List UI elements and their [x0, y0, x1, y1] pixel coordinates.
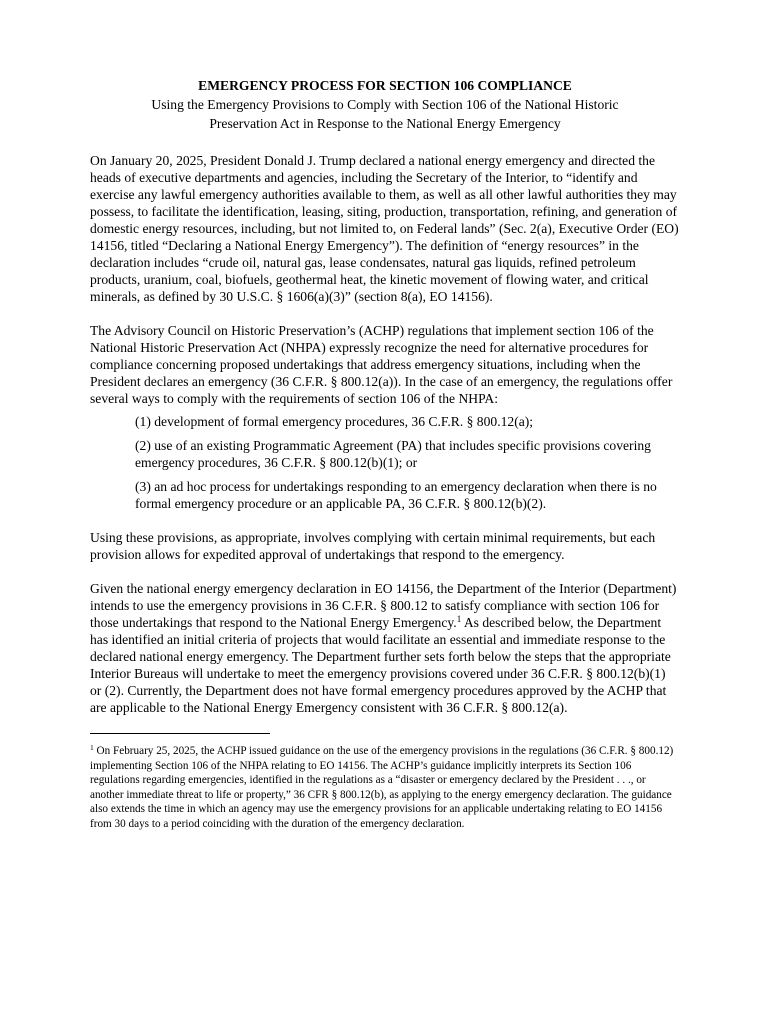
footnote-marker: 1 — [90, 743, 94, 752]
list-item-programmatic-agreement: (2) use of an existing Programmatic Agreement (PA) that includes specific provisions covering emergency procedures, 36 C.F.R. § 800.12(b)(1); or — [135, 438, 651, 470]
department-intent-paragraph — [90, 580, 680, 716]
department-intent-part-2: As described below, the Department has identified an initial criteria of projects that would facilitate an essential and immediate response to the declared national energy emergency. The Department further sets forth below the steps that the appropriate Interior Bureaus will undertake to meet the emergency provisions covered under 36 C.F.R. § 800.12(b)(1) or (2). Currently, the Department does not have formal emergency procedures approved by the ACHP that are applicable to the National Energy Emergency consistent with 36 C.F.R. § 800.12(a). — [90, 615, 671, 715]
list-item-formal-procedures: (1) development of formal emergency procedures, 36 C.F.R. § 800.12(a); — [135, 414, 534, 429]
subtitle-line-1: Using the Emergency Provisions to Comply with Section 106 of the National Historic — [151, 97, 619, 112]
intro-paragraph: On January 20, 2025, President Donald J. Trump declared a national energy emergency and directed the heads of executive departments and agencies, including the Secretary of the Interior, to “identify and exercise any lawful emergency authorities available to them, as well as all other lawful authorities they may possess, to facilitate the identification, leasing, siting, production, transportation, refining, and generation of domestic energy resources, including, but not limited to, on Federal lands” (Sec. 2(a), Executive Order (EO) 14156, titled “Declaring a National Energy Emergency”). The definition of “energy resources” in the declaration includes “crude oil, natural gas, lease condensates, natural gas liquids, refined petroleum products, uranium, coal, biofuels, geothermal heat, the kinetic movement of flowing water, and critical minerals, as defined by 30 U.S.C. § 1606(a)(3)” (section 8(a), EO 14156). — [90, 153, 679, 304]
footnote — [90, 744, 680, 832]
document-title: EMERGENCY PROCESS FOR SECTION 106 COMPLIANCE — [198, 78, 572, 93]
department-intent-part-1: Given the national energy emergency declaration in EO 14156, the Department of the Interior (Department) intends to use the emergency provisions in 36 C.F.R. § 800.12 to satisfy compliance with section 106 for those undertakings that respond to the National Energy Emergency. — [90, 581, 677, 630]
document-subtitle — [90, 95, 680, 133]
footnote-divider — [90, 733, 270, 734]
footnote-text: On February 25, 2025, the ACHP issued guidance on the use of the emergency provisions in the regulations (36 C.F.R. § 800.12) implementing Section 106 of the NHPA relating to EO 14156. The ACHP’s guidance implicitly interprets its Section 106 regulations regarding emergencies, identified in the regulations as a “disaster or emergency declared by the President . . ., or another immediate threat to life or property,” 36 CFR § 800.12(b), as applying to the energy emergency declaration. The guidance also extends the time in which an agency may use the emergency provisions for an applicable undertaking relating to EO 14156 from 30 days to a period coinciding with the duration of the emergency declaration. — [90, 745, 674, 830]
provisions-paragraph: Using these provisions, as appropriate, involves complying with certain minimal requirements, but each provision allows for expedited approval of undertakings that respond to the emergency. — [90, 530, 656, 562]
document-page — [90, 76, 680, 832]
list-item-ad-hoc-process: (3) an ad hoc process for undertakings responding to an emergency declaration when there is no formal emergency procedure or an applicable PA, 36 C.F.R. § 800.12(b)(2). — [135, 479, 657, 511]
achp-regulations-paragraph: The Advisory Council on Historic Preservation’s (ACHP) regulations that implement section 106 of the National Historic Preservation Act (NHPA) expressly recognize the need for alternative procedures for compliance concerning proposed undertakings that address emergency situations, including when the President declares an emergency (36 C.F.R. § 800.12(a)). In the case of an emergency, the regulations offer several ways to comply with the requirements of section 106 of the NHPA: — [90, 323, 673, 406]
footnote-reference: 1 — [456, 614, 462, 624]
subtitle-line-2: Preservation Act in Response to the National Energy Emergency — [209, 116, 561, 131]
